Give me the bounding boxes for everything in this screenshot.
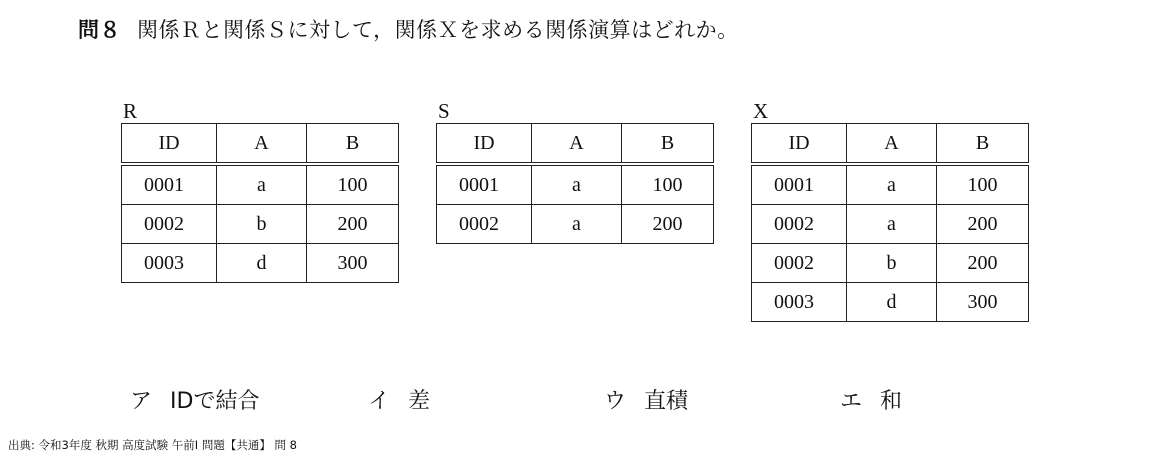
relation-r-name: R xyxy=(123,99,138,123)
relation-s-table xyxy=(436,123,714,244)
relation-x-name: X xyxy=(753,99,769,123)
column-header-id: ID xyxy=(752,124,847,165)
relation-s-name: S xyxy=(438,99,450,123)
choice-i-label: イ xyxy=(368,389,391,414)
relation-r-table xyxy=(121,123,399,283)
question-number: 問８ xyxy=(78,18,121,42)
cell-a: a xyxy=(532,164,622,205)
answer-choices xyxy=(0,384,1152,424)
cell-b: 200 xyxy=(937,205,1029,244)
table-row xyxy=(752,205,1029,244)
cell-b: 200 xyxy=(622,205,714,244)
cell-id: 0003 xyxy=(752,283,847,322)
column-header-b: B xyxy=(307,124,399,165)
relation-s-block xyxy=(436,99,714,244)
cell-b: 100 xyxy=(307,164,399,205)
table-row xyxy=(752,164,1029,205)
column-header-b: B xyxy=(937,124,1029,165)
cell-a: b xyxy=(217,205,307,244)
choice-e[interactable] xyxy=(840,384,902,415)
table-row xyxy=(437,164,714,205)
cell-b: 100 xyxy=(937,164,1029,205)
choice-i[interactable] xyxy=(368,384,430,415)
cell-id: 0002 xyxy=(437,205,532,244)
header-row xyxy=(122,124,399,165)
cell-a: a xyxy=(847,205,937,244)
column-header-id: ID xyxy=(437,124,532,165)
cell-a: b xyxy=(847,244,937,283)
header-row xyxy=(752,124,1029,165)
choice-i-text: 差 xyxy=(408,389,431,414)
cell-a: a xyxy=(847,164,937,205)
table-row xyxy=(752,283,1029,322)
column-header-a: A xyxy=(847,124,937,165)
table-row xyxy=(437,205,714,244)
choice-u[interactable] xyxy=(604,384,688,415)
choice-a-text: IDで結合 xyxy=(170,389,260,414)
cell-id: 0002 xyxy=(752,244,847,283)
cell-a: a xyxy=(217,164,307,205)
cell-a: d xyxy=(217,244,307,283)
column-header-a: A xyxy=(217,124,307,165)
table-row xyxy=(122,164,399,205)
column-header-id: ID xyxy=(122,124,217,165)
choice-e-label: エ xyxy=(840,389,863,414)
choice-a[interactable] xyxy=(130,384,259,415)
cell-id: 0001 xyxy=(122,164,217,205)
cell-id: 0003 xyxy=(122,244,217,283)
table-row xyxy=(752,244,1029,283)
table-row xyxy=(122,205,399,244)
cell-a: d xyxy=(847,283,937,322)
relation-x-block xyxy=(751,99,1029,322)
source-citation: 出典: 令和3年度 秋期 高度試験 午前I 問題【共通】 問 8 xyxy=(8,438,297,452)
choice-a-label: ア xyxy=(130,389,153,414)
table-row xyxy=(122,244,399,283)
cell-id: 0001 xyxy=(437,164,532,205)
cell-b: 300 xyxy=(307,244,399,283)
choice-u-label: ウ xyxy=(604,389,627,414)
relation-x-table xyxy=(751,123,1029,322)
cell-b: 200 xyxy=(937,244,1029,283)
choice-e-text: 和 xyxy=(880,389,903,414)
cell-a: a xyxy=(532,205,622,244)
cell-id: 0001 xyxy=(752,164,847,205)
question-text: 関係Ｒと関係Ｓに対して，関係Ｘを求める関係演算はどれか。 xyxy=(137,18,739,42)
cell-b: 300 xyxy=(937,283,1029,322)
column-header-b: B xyxy=(622,124,714,165)
relation-r-block xyxy=(121,99,399,283)
column-header-a: A xyxy=(532,124,622,165)
choice-u-text: 直積 xyxy=(644,389,689,414)
cell-id: 0002 xyxy=(752,205,847,244)
cell-b: 100 xyxy=(622,164,714,205)
cell-b: 200 xyxy=(307,205,399,244)
question-text-line xyxy=(78,14,739,44)
header-row xyxy=(437,124,714,165)
cell-id: 0002 xyxy=(122,205,217,244)
